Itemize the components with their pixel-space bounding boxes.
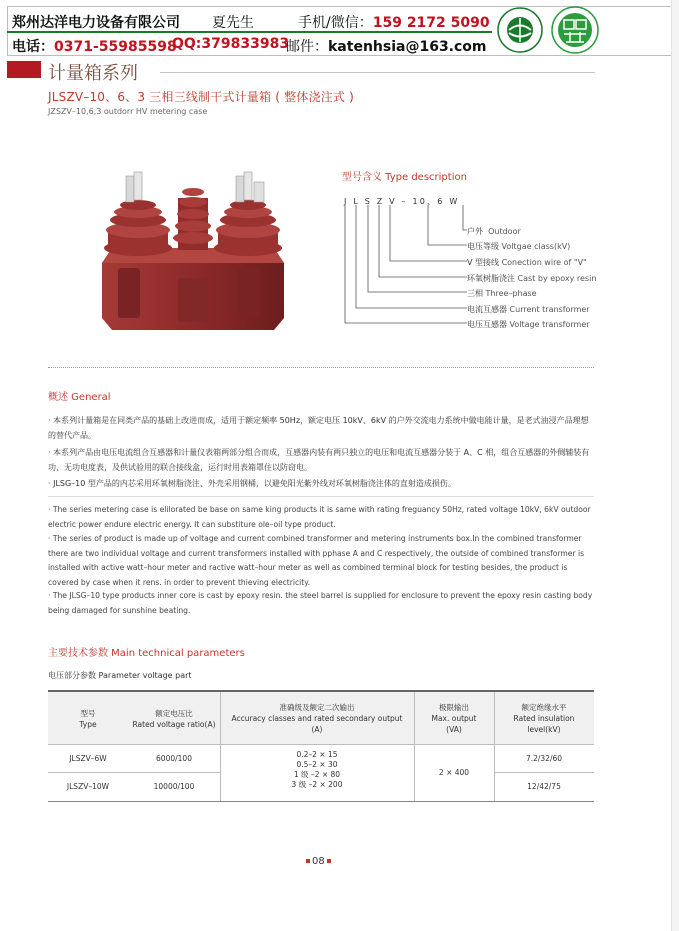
type-item-cn: 电压等级	[467, 242, 499, 251]
company-name: 郑州达洋电力设备有限公司	[12, 15, 180, 31]
table-cell-max-output: 2 × 400	[438, 768, 470, 777]
page-marker	[327, 859, 331, 863]
col-header-insulation	[494, 702, 594, 735]
general-en-paragraph-1: · The series metering case is elilorated be base on same king products it is same with rating freguancy 50Hz, rated voltage 10kV, 6kV outdoor electric power endure electric energy. It can substiture ole–oil type product.	[48, 505, 591, 529]
type-item-en: Cast by epoxy resin	[517, 274, 597, 283]
dotted-separator	[48, 367, 594, 368]
table-cell-type: JLSZV–6W	[69, 754, 107, 763]
brand-logo-icon	[550, 6, 600, 54]
product-subtitle: JZSZV–10,6,3 outdorr HV metering case	[48, 107, 208, 116]
page-edge	[671, 0, 679, 931]
col-header-en: Rated voltage ratio(A)	[132, 720, 216, 729]
type-item-en: Conection wire of "V"	[501, 258, 587, 267]
col-header-cn: 额定绝缘水平	[521, 703, 567, 712]
mobile-number	[298, 12, 490, 32]
col-header-unit: level(kV)	[527, 725, 561, 734]
email-label: 邮件：	[286, 39, 328, 55]
accuracy-line: 0.2–2 × 15	[296, 750, 338, 759]
type-description-title: 型号含义 Type description	[342, 172, 467, 183]
type-item-en: Three–phase	[485, 289, 537, 298]
metering-case-image	[88, 168, 288, 338]
mobile-value: 159 2172 5090	[372, 15, 490, 31]
page-marker	[306, 859, 310, 863]
col-header-accuracy	[220, 702, 414, 735]
table-divider	[494, 772, 594, 773]
type-item-epoxy	[467, 273, 596, 284]
product-title: JLSZV–10、6、3 三相三线制干式计量箱 ( 整体浇注式 )	[48, 90, 355, 104]
voltage-parameter-table	[48, 690, 594, 802]
type-item-en: Current transformer	[509, 305, 590, 314]
section-rule	[160, 72, 595, 73]
type-item-cn: 户外	[467, 227, 483, 236]
general-cn-paragraph-1: · 本系列计量箱是在同类产品的基础上改进而成，适用于额定频率 50Hz，额定电压 10kV、6kV 的户外交流电力系统中做电能计量，是老式油浸产品理想的替代产品。	[48, 416, 589, 440]
general-cn-paragraph-3: · JLSG–10 型产品的内芯采用环氧树脂浇注、外壳采用钢桶，以避免阳光紫外线对环氧树脂浇注体的直射造成损伤。	[48, 479, 456, 488]
col-header-cn: 准确级及额定二次输出	[279, 703, 355, 712]
qq-number: QQ:379833983	[172, 36, 290, 52]
type-code-leader-lines	[340, 203, 470, 335]
col-header-en: Accuracy classes and rated secondary output	[231, 714, 403, 723]
accuracy-line: 1 级 –2 × 80	[293, 770, 341, 779]
table-divider	[48, 772, 220, 773]
type-item-cn: 电流互感器	[467, 305, 507, 314]
col-header-cn: 型号	[80, 709, 96, 718]
table-cell-ratio: 6000/100	[156, 754, 192, 763]
type-item-cn: V 型接线	[467, 258, 500, 267]
section-marker	[7, 61, 41, 78]
parameters-subheading: 电压部分参数 Parameter voltage part	[48, 671, 192, 680]
col-header-cn: 极限输出	[439, 703, 469, 712]
general-heading: 概述 General	[48, 392, 111, 403]
contact-person: 夏先生	[212, 15, 254, 31]
type-item-cn: 电压互感器	[467, 320, 507, 329]
table-cell-type: JLSZV–10W	[66, 782, 110, 791]
col-header-en: Rated insulation	[513, 714, 575, 723]
col-header-ratio	[128, 708, 220, 730]
type-item-cn: 环氧树脂浇注	[467, 274, 515, 283]
type-item-current-transformer	[467, 304, 590, 315]
col-header-cn: 额定电压比	[155, 709, 193, 718]
table-divider	[48, 744, 594, 745]
section-title: 计量箱系列	[48, 63, 138, 84]
type-item-voltage-class	[467, 241, 570, 252]
email	[286, 36, 487, 56]
type-item-voltage-transformer	[467, 319, 590, 330]
type-item-three-phase	[467, 288, 537, 299]
phone-label: 电话：	[12, 39, 54, 55]
type-item-en: Outdoor	[488, 227, 521, 236]
accuracy-line: 3 级 –2 × 200	[291, 780, 343, 789]
col-header-unit: (A)	[311, 725, 323, 734]
table-cell-insulation: 12/42/75	[527, 782, 561, 791]
type-item-v-connection	[467, 257, 587, 268]
page-number-value: 08	[312, 856, 325, 867]
phone-number	[12, 36, 177, 56]
state-grid-logo-icon	[497, 7, 543, 53]
parameters-heading: 主要技术参数 Main technical parameters	[48, 648, 245, 659]
table-cell-accuracy	[220, 750, 414, 790]
email-value: katenhsia@163.com	[328, 39, 487, 55]
table-cell-insulation: 7.2/32/60	[525, 754, 563, 763]
table-cell-ratio: 10000/100	[153, 782, 195, 791]
type-item-en: Voltage transformer	[509, 320, 590, 329]
type-item-en: Voltgae class(kV)	[501, 242, 571, 251]
language-divider	[48, 496, 594, 497]
col-header-en: Type	[79, 720, 97, 729]
col-header-max-output	[414, 702, 494, 735]
type-item-outdoor	[467, 226, 521, 237]
accuracy-line: 0.5–2 × 30	[296, 760, 338, 769]
general-cn-paragraph-2: · 本系列产品由电压电流组合互感器和计量仪表箱两部分组合而成，互感器内装有两只独立的电压和电流互感器分装于 A、C 相，组合互感器的外侧辅装有功、无功电度表，及供试验用的联合接线盒，运行时用表箱罩住以防窃电。	[48, 448, 590, 472]
col-header-unit: (VA)	[446, 725, 462, 734]
mobile-label: 手机/微信：	[298, 15, 373, 31]
table-divider	[48, 801, 594, 802]
general-en-paragraph-3: · The JLSG–10 type products inner core is cast by epoxy resin. the steel barrel is supplied for enclosure to prevent the epoxy resin casting body being damaged for sunshine beating.	[48, 591, 593, 615]
type-code: J L S Z V – 10、6 W	[344, 197, 460, 206]
page-number	[304, 856, 333, 867]
col-header-en: Max. output	[431, 714, 477, 723]
general-en-paragraph-2: · The series of product is made up of voltage and current combined transformer and metering instruments box.In the combined transformer there are two individual voltage and current transformers installed with pphase A and C respectively, the outside of combined transformer is installed with active watt–hour meter and ractive watt–hour meter as well as combined terminal block for testing besides, the product is covered by case when it rens. in order to prevent thieving electricity.	[48, 534, 585, 587]
phone-value: 0371-55985598	[54, 39, 177, 55]
type-item-cn: 三相	[467, 289, 483, 298]
col-header-type	[48, 708, 128, 730]
